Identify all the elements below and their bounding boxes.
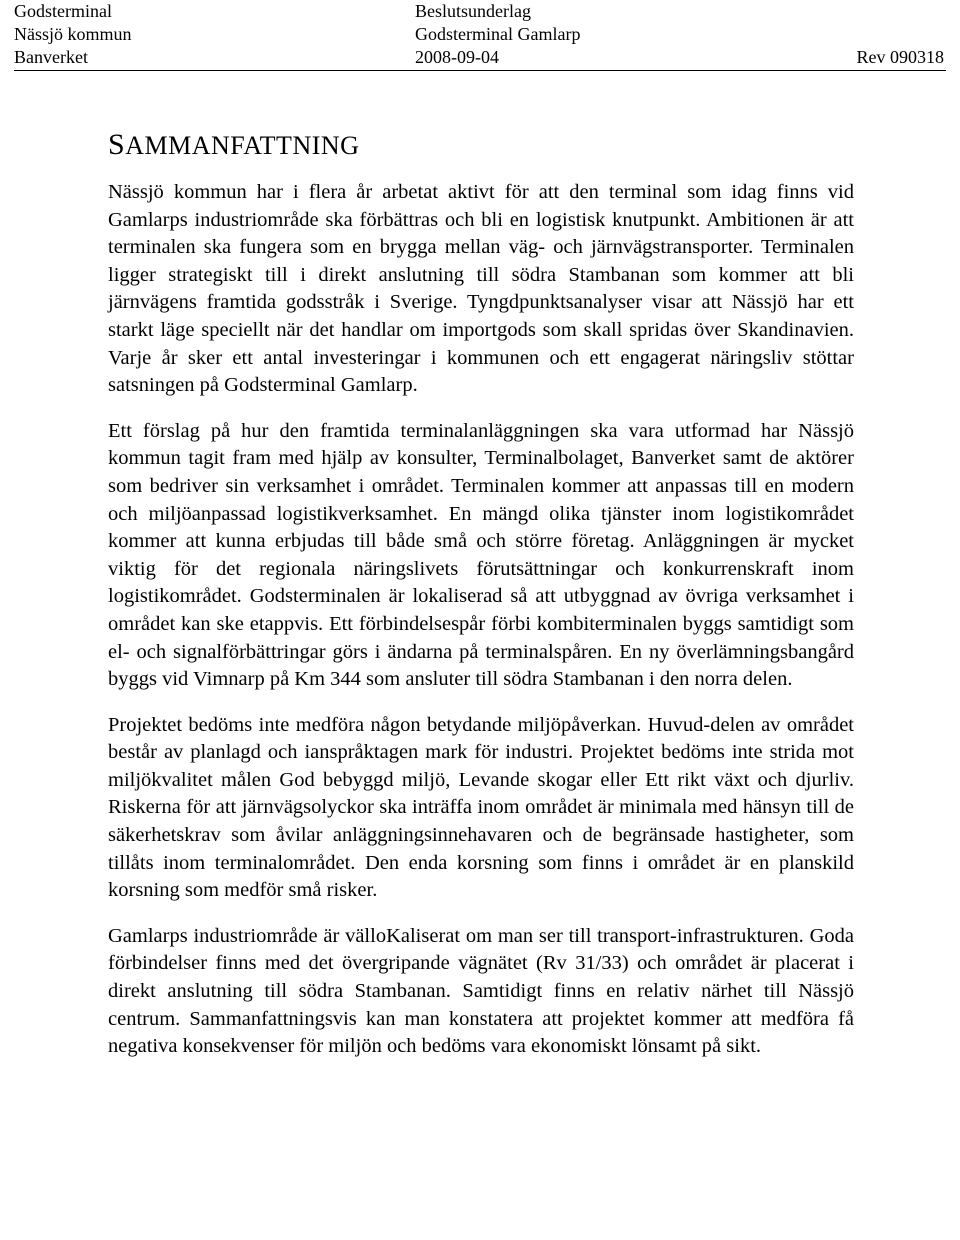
header-date: 2008-09-04 — [415, 47, 499, 67]
section-title-rest: AMMANFATTNING — [125, 131, 360, 160]
summary-paragraph-1: Nässjö kommun har i flera år arbetat aktivt för att den terminal som idag finns vid Gamlarps industriområde ska förbättras och bli en logistisk knutpunkt. Ambitionen är att terminalen ska fungera som en brygga mellan väg- och järnvägstransporter. Terminalen ligger strategiskt till i direkt anslutning till södra Stambanan som kommer att bli järnvägens framtida godsstråk i Sverige. Tyngdpunktsanalyser visar att Nässjö har ett starkt läge speciellt när det handlar om importgods som skall spridas över Skandinavien. Varje år sker ett antal investeringar i kommunen och ett engagerat näringsliv stöttar satsningen på Godsterminal Gamlarp. — [108, 181, 854, 397]
header-row — [0, 0, 960, 23]
header-project-name: Godsterminal Gamlarp — [415, 24, 581, 44]
header-row — [0, 46, 960, 69]
header-row — [0, 23, 960, 46]
document-body — [108, 120, 854, 1079]
header-org-name: Godsterminal — [14, 1, 112, 21]
summary-paragraph-3: Projektet bedöms inte medföra någon betydande miljöpåverkan. Huvud-delen av området består av planlagd och ianspråktagen mark för industri. Projektet bedöms inte strida mot miljökvalitet målen God bebyggd miljö, Levande skogar eller Ett rikt växt och djurliv. Riskerna för att järnvägsolyckor ska inträffa inom området är minimala med hänsyn till de säkerhetskrav som åvilar anläggningsinnehavaren och de begränsade hastigheter, som tillåts inom terminalområdet. Den enda korsning som finns i området är en planskild korsning som medför små risker. — [108, 713, 854, 902]
summary-paragraph-4: Gamlarps industriområde är välloKaliserat om man ser till transport-infrastrukturen. Goda förbindelser finns med det övergripande vägnätet (Rv 31/33) och området är placerat i direkt anslutning till södra Stambanan. Samtidigt finns en relativ närhet till Nässjö centrum. Sammanfattningsvis kan man konstatera att projektet kommer att medföra få negativa konsekvenser för miljön och bedöms vara ekonomiskt lönsamt på sikt. — [108, 924, 854, 1058]
header-divider — [14, 70, 946, 71]
section-title — [108, 120, 854, 171]
summary-paragraph-2: Ett förslag på hur den framtida terminalanläggningen ska vara utformad har Nässjö kommun tagit fram med hjälp av konsulter, Terminalbolaget, Banverket samt de aktörer som bedriver sin verksamhet i området. Terminalen kommer att anpassas till en modern och miljöanpassad logistikverksamhet. En mängd olika tjänster inom logistikområdet kommer att kunna erbjudas till både små och större företag. Anläggningen är mycket viktig för det regionala näringslivets förutsättningar och konkurrenskraft inom logistikområdet. Godsterminalen är lokaliserad så att utbyggnad av övriga verksamhet i området kan ske etappvis. Ett förbindelsespår förbi kombiterminalen byggs samtidigt som el- och signalförbättringar görs i ändarna på terminalspåren. En ny överlämningsbangård byggs vid Vimnarp på Km 344 som ansluter till södra Stambanan i den norra delen. — [108, 419, 854, 691]
header-municipality: Nässjö kommun — [14, 24, 132, 44]
section-title-initial: S — [108, 128, 126, 161]
page-header — [0, 0, 960, 72]
header-authority: Banverket — [14, 47, 88, 67]
header-revision: Rev 090318 — [856, 47, 944, 67]
header-document-type: Beslutsunderlag — [415, 1, 531, 21]
